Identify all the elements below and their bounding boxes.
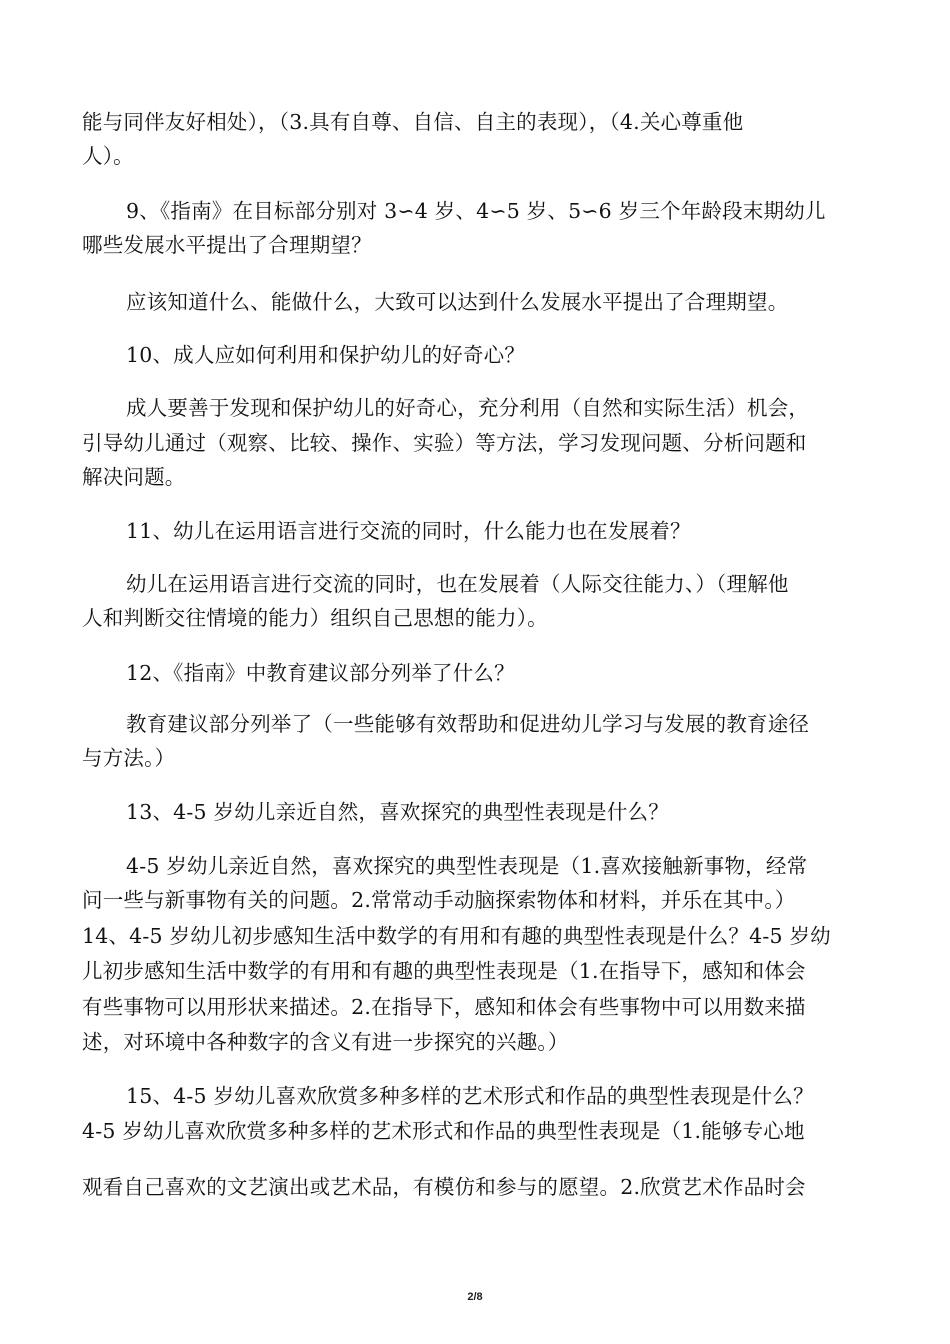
answer-line: 解决问题。 (82, 465, 186, 489)
answer-line: 4-5 岁幼儿亲近自然，喜欢探究的典型性表现是（1.喜欢接触新事物，经常 (126, 854, 808, 878)
question-line: 12、《指南》中教育建议部分列举了什么？ (126, 661, 515, 685)
answer-line: 述，对环境中各种数字的含义有进一步探究的兴趣。） (82, 1030, 569, 1054)
question-line: 14、4-5 岁幼儿初步感知生活中数学的有用和有趣的典型性表现是什么？4-5 岁幼 (82, 924, 831, 948)
answer-line: 人和判断交往情境的能力）组织自己思想的能力）。 (82, 606, 548, 630)
text-line: 人）。 (82, 144, 134, 168)
answer-line: 教育建议部分列举了（一些能够有效帮助和促进幼儿学习与发展的教育途径 (126, 712, 810, 736)
answer-line: 4-5 岁幼儿喜欢欣赏多种多样的艺术形式和作品的典型性表现是（1.能够专心地 (82, 1119, 805, 1143)
answer-line: 应该知道什么、能做什么，大致可以达到什么发展水平提出了合理期望。 (126, 290, 789, 314)
answer-line: 成人要善于发现和保护幼儿的好奇心，充分利用（自然和实际生活）机会， (126, 396, 810, 420)
question-line: 9、《指南》在目标部分别对 3∽4 岁、4∽5 岁、5∽6 岁三个年龄段末期幼儿 (126, 199, 826, 223)
question-line: 10、成人应如何利用和保护幼儿的好奇心？ (126, 343, 526, 367)
answer-line: 有些事物可以用形状来描述。2.在指导下，感知和体会有些事物中可以用数来描 (82, 995, 806, 1019)
page-number: 2/8 (467, 1291, 483, 1303)
answer-line: 幼儿在运用语言进行交流的同时，也在发展着（人际交往能力、）（理解他 (126, 572, 789, 596)
question-line: 11、幼儿在运用语言进行交流的同时，什么能力也在发展着？ (126, 519, 691, 543)
answer-line: 与方法。） (82, 746, 176, 770)
answer-line: 观看自己喜欢的文艺演出或艺术品，有模仿和参与的愿望。2.欣赏艺术作品时会 (82, 1175, 806, 1199)
question-line: 哪些发展水平提出了合理期望？ (82, 233, 372, 257)
question-line: 13、4-5 岁幼儿亲近自然，喜欢探究的典型性表现是什么？ (126, 800, 669, 824)
answer-line: 问一些与新事物有关的问题。2.常常动手动脑探索物体和材料，并乐在其中。） (82, 888, 796, 912)
text-line: 能与同伴友好相处），（3.具有自尊、自信、自主的表现），（4.关心尊重他 (82, 110, 744, 134)
answer-line: 儿初步感知生活中数学的有用和有趣的典型性表现是（1.在指导下，感知和体会 (82, 959, 806, 983)
answer-line: 引导幼儿通过（观察、比较、操作、实验）等方法，学习发现问题、分析问题和 (82, 431, 807, 455)
question-line: 15、4-5 岁幼儿喜欢欣赏多种多样的艺术形式和作品的典型性表现是什么？ (126, 1084, 814, 1108)
